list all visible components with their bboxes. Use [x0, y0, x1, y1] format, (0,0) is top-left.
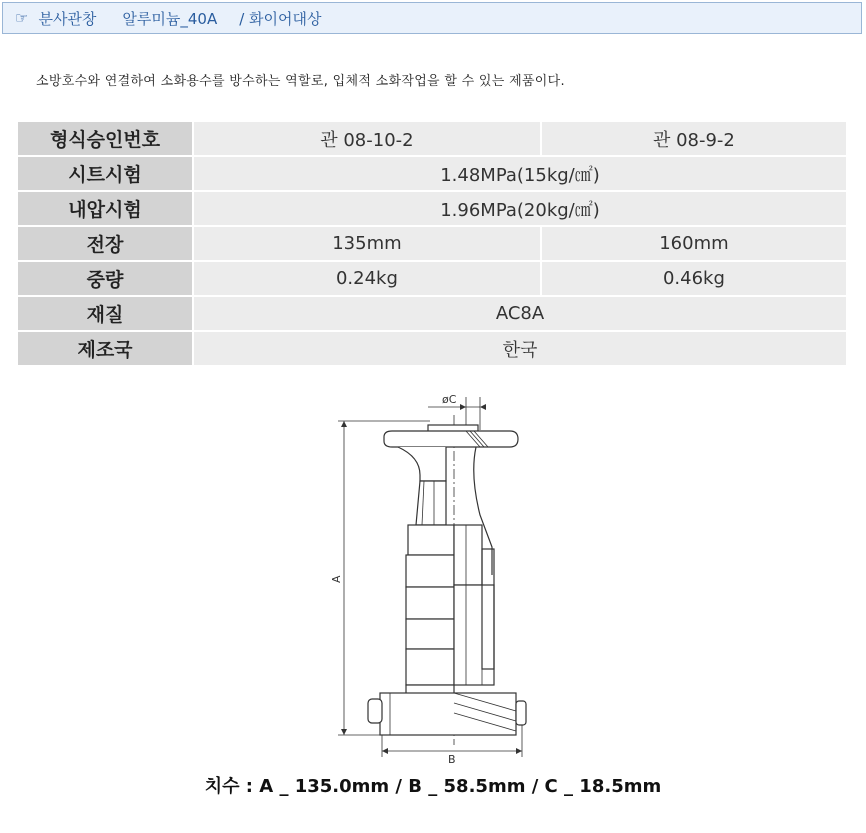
- material-value: AC8A: [193, 296, 847, 331]
- nozzle-drawing: [320, 385, 550, 770]
- spec-table: [16, 120, 848, 367]
- length-label: 전장: [17, 226, 193, 261]
- table-row: [17, 296, 847, 331]
- approval-a: 관 08-10-2: [193, 121, 541, 156]
- label-c: øC: [442, 393, 457, 406]
- title-bar: [2, 2, 862, 34]
- pressure-value: 1.96MPa(20kg/㎠): [193, 191, 847, 226]
- length-a: 135mm: [193, 226, 541, 261]
- product-title: 알루미늄_40A: [122, 9, 218, 28]
- weight-b: 0.46kg: [541, 261, 847, 296]
- material-label: 재질: [17, 296, 193, 331]
- approval-label: 형식승인번호: [17, 121, 193, 156]
- table-row: [17, 191, 847, 226]
- nozzle-body: [368, 425, 526, 735]
- table-row: [17, 226, 847, 261]
- approval-b: 관 08-9-2: [541, 121, 847, 156]
- dimensions-caption: 치수 : A _ 135.0mm / B _ 58.5mm / C _ 18.5mm: [204, 776, 662, 797]
- table-row: [17, 121, 847, 156]
- length-b: 160mm: [541, 226, 847, 261]
- table-row: [17, 331, 847, 366]
- pointing-hand-icon: ☞: [15, 9, 29, 27]
- label-a: A: [330, 575, 343, 583]
- target-title: / 화이어대상: [239, 9, 322, 28]
- seat-value: 1.48MPa(15kg/㎠): [193, 156, 847, 191]
- seat-label: 시트시험: [17, 156, 193, 191]
- category-title: 분사관창: [38, 9, 97, 28]
- weight-a: 0.24kg: [193, 261, 541, 296]
- weight-label: 중량: [17, 261, 193, 296]
- origin-label: 제조국: [17, 331, 193, 366]
- intro-text: 소방호수와 연결하여 소화용수를 방수하는 역할로, 입체적 소화작업을 할 수 있는 제품이다.: [36, 74, 565, 89]
- pressure-label: 내압시험: [17, 191, 193, 226]
- table-row: [17, 156, 847, 191]
- label-b: B: [448, 753, 456, 766]
- table-row: [17, 261, 847, 296]
- origin-value: 한국: [193, 331, 847, 366]
